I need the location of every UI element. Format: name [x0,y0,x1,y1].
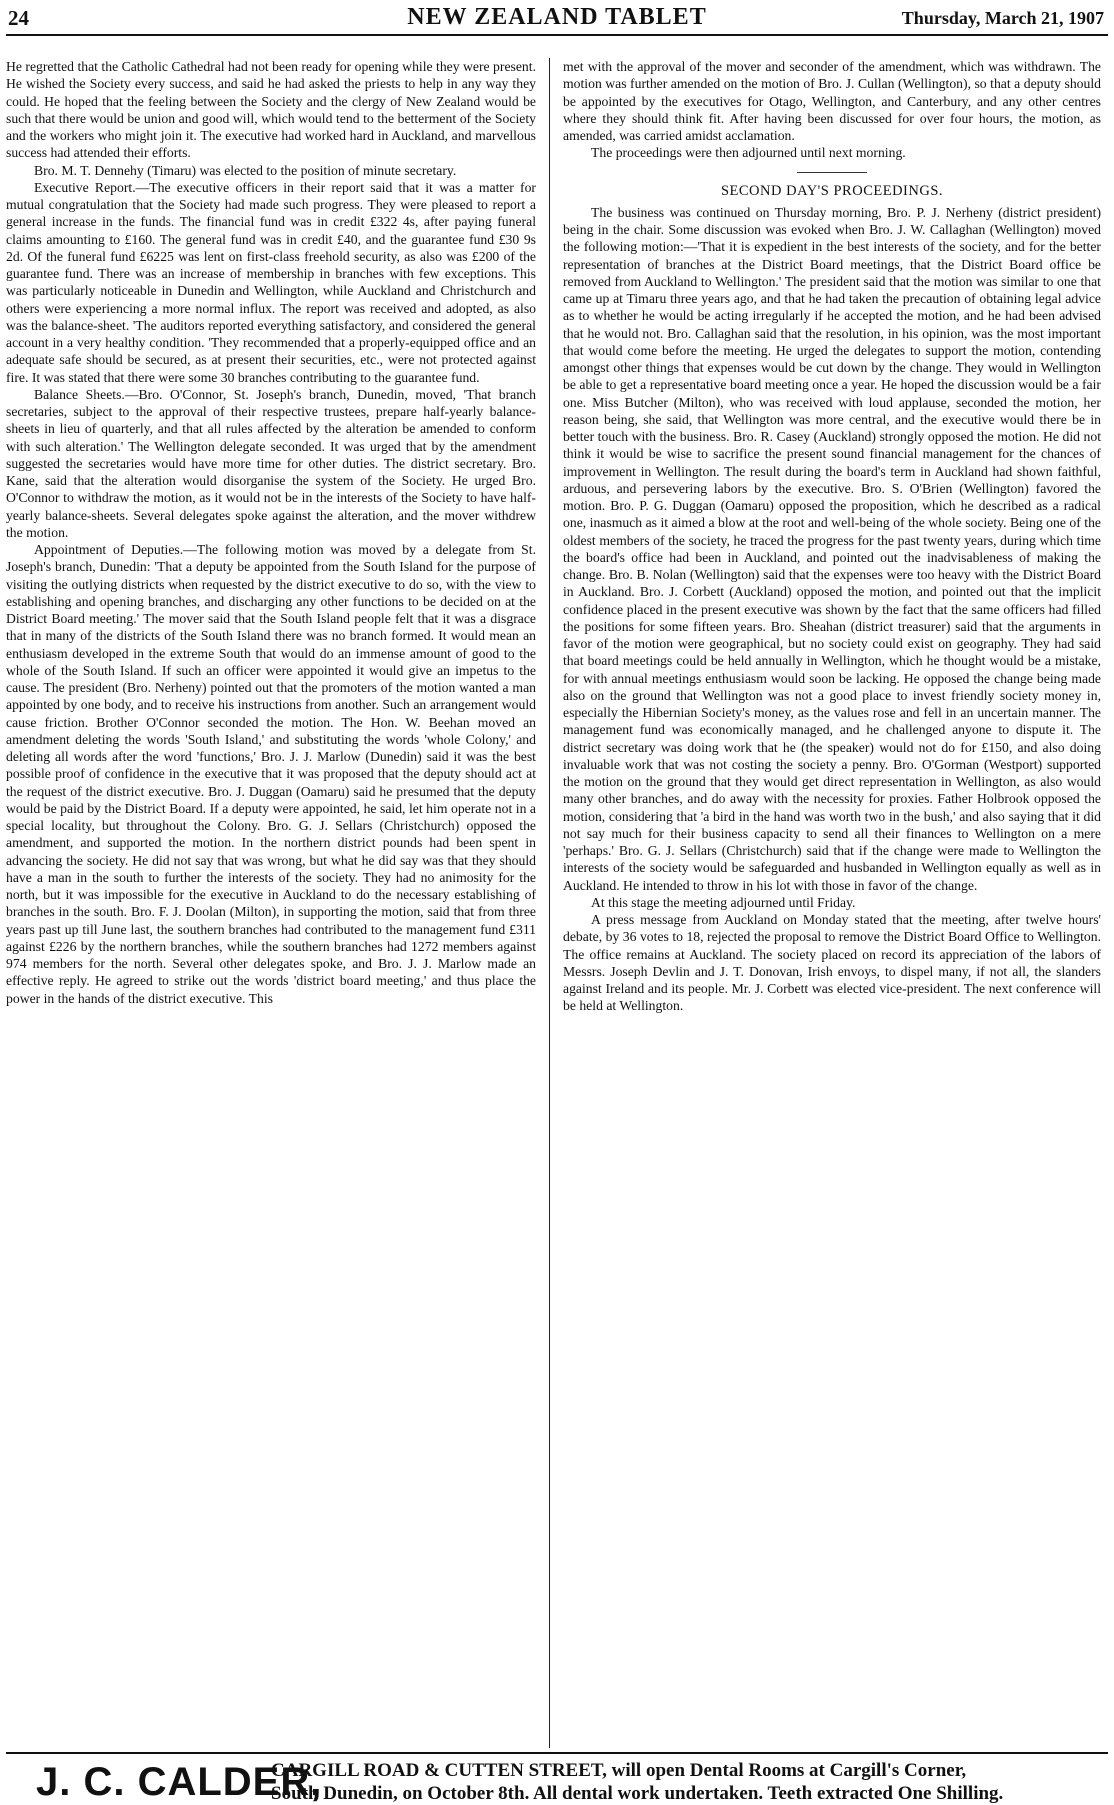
section-heading: SECOND DAY'S PROCEEDINGS. [720,182,944,199]
paragraph: Executive Report.—The executive officers in their report said that it was a matter for mutual congratulation that the Society had made such progress. They were pleased to report a general increase in the funds. The financial fund was in credit £322 4s, after paying funeral claims amounting to £160. The general fund was in credit £40, and the guarantee fund £30 9s 2d. Of the funeral fund £6225 was lent on first-class freehold security, as also was £200 of the guarantee fund. There was an increase of membership in branches with few exceptions. This was particularly noticeable in Dunedin and Wellington, while Auckland and Christchurch and others were experiencing a more normal influx. The report was received and adopted, as also was the balance-sheet. 'The auditors reported everything satisfactory, and considered the general account in a very healthy condition. 'They recommended that a properly-equipped office and an adequate safe should be secured, as at present their securities, etc., were not protected against fire. It was stated that there were some 30 branches contributing to the guarantee fund. [6,179,536,385]
masthead [6,4,1108,36]
advertisement [6,1752,1108,1804]
page-number: 24 [8,6,29,30]
advert-line-2: South Dunedin, on October 8th. All dental work undertaken. Teeth extracted One Shilling. [271,1783,1004,1804]
paragraph: The proceedings were then adjourned until next morning. [591,145,906,161]
left-column [6,58,536,1748]
right-column [563,58,1101,1748]
issue-date: Thursday, March 21, 1907 [901,8,1104,28]
paragraph: Bro. M. T. Dennehy (Timaru) was elected to the position of minute secretary. [34,162,457,178]
section-divider [797,172,867,173]
paragraph: met with the approval of the mover and seconder of the amendment, which was withdrawn. The motion was further amended on the motion of Bro. J. Cullan (Wellington), so that a deputy should be appointed by the executives for Otago, Wellington, and Canterbury, and any other centres where they should think fit. After having been discussed for over four hours, the motion, as amended, was carried amidst acclamation. [563,59,1101,143]
paragraph: Balance Sheets.—Bro. O'Connor, St. Joseph's branch, Dunedin, moved, 'That branch secretaries, subject to the approval of their respective trustees, prepare half-yearly balance-sheets in lieu of quarterly, and that all rules affected by the alteration be amended to conform with such alteration.' The Wellington delegate seconded. It was urged that by the amendment suggested the secretaries would have more time for other duties. The district secretary. Bro. Kane, said that the alteration would disorganise the system of the Society. He urged Bro. O'Connor to withdraw the motion, as it would not be in the interests of the Society to have half-yearly balance-sheets. Several delegates spoke against the alteration, and the mover withdrew the motion. [6,386,536,540]
paragraph: He regretted that the Catholic Cathedral had not been ready for opening while they were present. He wished the Society every success, and said he had asked the priests to help in any way they could. He hoped that the feeling between the Society and the clergy of New Zealand would be such that there would be union and good will, which would tend to the betterment of the Society and the workers who might join it. The executive had worked hard in Auckland, and marvellous success had attended their efforts. [6,59,536,161]
paragraph: The business was continued on Thursday morning, Bro. P. J. Nerheny (district president) being in the chair. Some discussion was evoked when Bro. J. W. Callaghan (Wellington) moved the following motion:—'That it is expedient in the best interests of the society, and for the better representation of branches at the District Board meetings, that the District Board office be removed from Auckland to Wellington.' The president said that the motion was similar to one that came up at Timaru three years ago, and that he had taken the precaution of obtaining legal advice as to whether he would be acting irregularly if he accepted the motion, and he had been advised that he would not. Bro. Callaghan said that the resolution, in his opinion, was the most important that would come before the meeting. He urged the delegates to support the motion, contending amongst other things that expenses would be cut down by the change. They would in Wellington be able to get a representative board meeting once a year. He hoped the discussion would be a fair one. Miss Butcher (Milton), who was received with loud applause, seconded the motion, her reason being, she said, that Wellington was more central, and the executive would there be in better touch with the business. Bro. R. Casey (Auckland) strongly opposed the motion. He did not think it would be wise to sacrifice the present sound financial management for the chances of improvement in Wellington. The result during the board's term in Auckland had shown faithful, arduous, and persevering labors by the executive. Bro. S. O'Brien (Wellington) favored the motion. Bro. P. G. Duggan (Oamaru) opposed the proposition, which he described as a radical one, inasmuch as it aimed a blow at the root and well-being of the whole society. Being one of the oldest members of the society, he traced the progress for the past twenty years, during which time the board's office had been in Auckland, and pointed out the inadvisableness of making the change. Bro. B. Nolan (Wellington) said that the expenses were too heavy with the District Board in Auckland. Bro. J. Corbett (Auckland) opposed the motion, and pointed out that the implicit confidence placed in the present executive was shown by the fact that the same officers had filled the positions for some fifteen years. Bro. Sheahan (district treasurer) said that the arguments in favor of the motion were geographical, but no society could exist on geography. They had said that board meetings could be held annually in Wellington, which he thought would be a mistake, for with annual meetings enthusiasm would soon be lacking. He opposed the change being made also on the ground that Wellington was not a good place to invest friendly society money in, especially the Hibernian Society's money, as the values rose and fell in an uncertain manner. The management fund was economically managed, and he challenged anyone to dispute it. The district secretary was doing work that he (the speaker) would not do for £150, and also doing invaluable work that was not costing the society a penny. Bro. O'Gorman (Westport) supported the motion on the ground that they would get direct representation in Wellington, as also would many other branches, and do away with the necessity for proxies. Father Holbrook opposed the motion, considering that 'a bird in the hand was worth two in the bush,' and also saying that it did not say much for their business capacity to send all their finances to Wellington on a mere 'perhaps.' Bro. G. J. Sellars (Christchurch) said that if the change were made to Wellington the interests of the society would be safeguarded and husbanded in Wellington equally as well as in Auckland. He intended to throw in his lot with those in favor of the change. [563,204,1101,893]
advert-name: J. C. CALDER, [36,1760,323,1804]
paragraph: Appointment of Deputies.—The following motion was moved by a delegate from St. Joseph's branch, Dunedin: 'That a deputy be appointed from the South Island for the purpose of visiting the outlying districts when requested by the district executive to do so, with the view to establishing and opening branches, and discharging any other functions to be decided on at the District Board meeting.' The mover said that the South Island people felt that it was a disgrace that in many of the districts of the South Island there was no branch formed. It would mean an enthusiasm developed in the extreme South that would do an immense amount of good to the whole of the South Island. If such an officer were appointed it would give an impetus to the cause. The president (Bro. Nerheny) pointed out that the promoters of the motion wanted a man appointed by one body, and to receive his instructions from another. Such an arrangement would cause friction. Brother O'Connor seconded the motion. The Hon. W. Beehan moved an amendment deleting the words 'South Island,' and substituting the words 'whole Colony,' and deleting all words after the word 'functions,' Bro. J. J. Marlow (Dunedin) said it was the best possible proof of confidence in the executive that it was proposed that the deputy should act at the request of the district executive. Bro. J. Duggan (Oamaru) said he presumed that the deputy would be paid by the District Board. If a deputy were appointed, he said, let him operate not in a special locality, but throughout the Colony. Bro. G. J. Sellars (Christchurch) opposed the amendment, and supported the motion. In the northern district pounds had been spent in advancing the society. He did not say that was wrong, but what he did say was that they should have a man in the south to further the interests of the society. They had no animosity for the north, but it was impossible for the executive in Auckland to do the necessary establishing of branches in the south. Bro. F. J. Doolan (Milton), in supporting the motion, said that from three years past up till June last, the southern branches had contributed to the management fund £311 against £226 by the northern branches, while the southern branches had 1272 members against 974 members for the north. Several other delegates spoke, and Bro. J. J. Marlow made an effective reply. He agreed to strike out the words 'district board meeting,' and thus place the power in the hands of the district executive. This [6,542,536,1006]
paragraph: A press message from Auckland on Monday stated that the meeting, after twelve hours' debate, by 36 votes to 18, rejected the proposal to remove the District Board Office to Wellington. The office remains at Auckland. The society placed on record its appreciation of the labors of Messrs. Joseph Devlin and J. T. Donovan, Irish envoys, to dispel many, if not all, the slanders against Ireland and its people. Mr. J. Corbett was elected vice-president. The next conference will be held at Wellington. [563,912,1101,1014]
paragraph: At this stage the meeting adjourned until Friday. [591,894,856,910]
column-divider [549,58,550,1748]
newspaper-title: NEW ZEALAND TABLET [407,4,707,30]
advert-line-1: CARGILL ROAD & CUTTEN STREET, will open Dental Rooms at Cargill's Corner, [271,1760,967,1781]
